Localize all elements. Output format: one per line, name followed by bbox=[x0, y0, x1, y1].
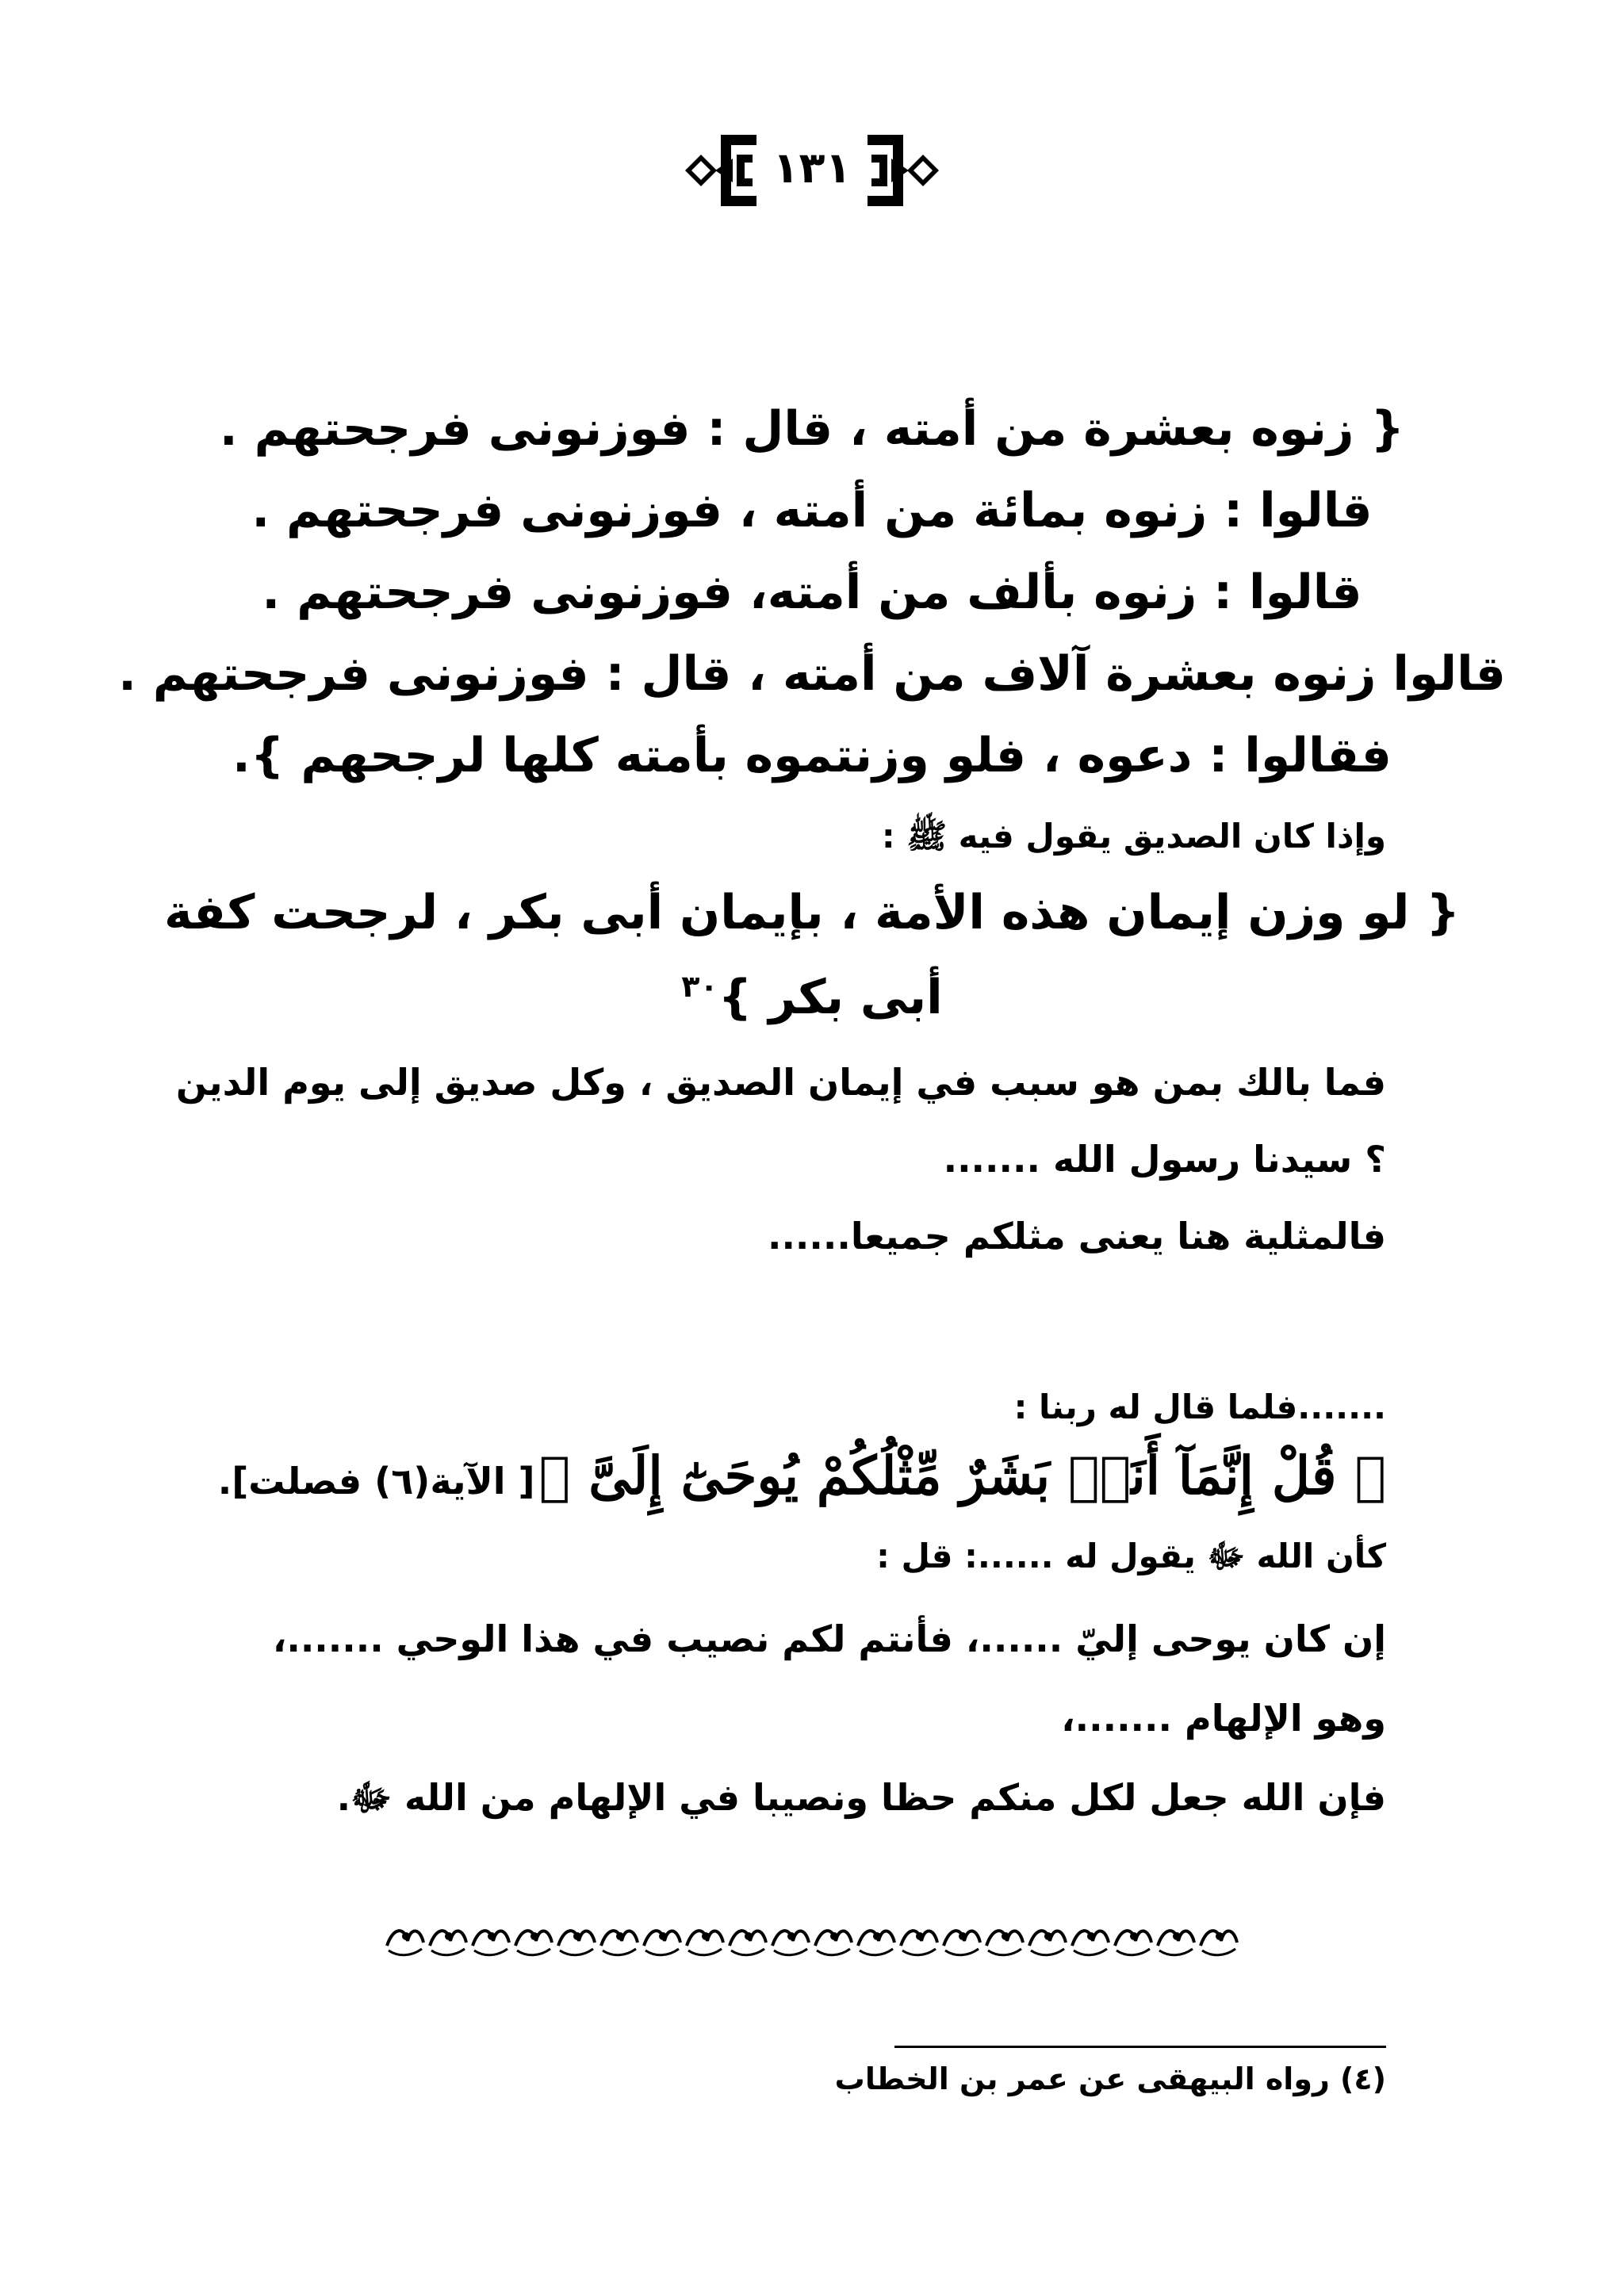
hadith-line-5: فقالوا : دعوه ، فلو وزنتموه بأمته كلها لرجحهم }. bbox=[232, 728, 1392, 783]
paragraph-2-line-1: .......فلما قال له ربنا : bbox=[1013, 1388, 1386, 1426]
floral-motif bbox=[730, 1931, 766, 1955]
floral-motif bbox=[1201, 1931, 1237, 1955]
floral-motif bbox=[1115, 1931, 1151, 1955]
floral-motif bbox=[515, 1931, 552, 1955]
quote-line-2-text: أبى بكر } bbox=[718, 970, 943, 1025]
floral-motif bbox=[1072, 1931, 1109, 1955]
geometric-knot-ornament-icon bbox=[677, 123, 947, 218]
paragraph-2-line-4: وهو الإلهام .......، bbox=[1061, 1697, 1386, 1740]
floral-motif bbox=[815, 1931, 852, 1955]
floral-motif bbox=[473, 1931, 509, 1955]
footnote-ref: ٣٠ bbox=[681, 969, 718, 1004]
quran-reference: [ الآية(٦) فصلت]. bbox=[217, 1460, 535, 1503]
floral-border-divider-icon bbox=[384, 1919, 1240, 1963]
floral-motif bbox=[558, 1931, 595, 1955]
floral-motif bbox=[1158, 1931, 1194, 1955]
quran-verse-line bbox=[218, 1445, 1386, 1507]
intro-line: وإذا كان الصديق يقول فيه ﷺ : bbox=[881, 817, 1386, 856]
floral-motif bbox=[430, 1931, 466, 1955]
floral-motif bbox=[387, 1931, 423, 1955]
floral-motif bbox=[944, 1931, 980, 1955]
divider bbox=[0, 1919, 1624, 1966]
quote-line-2 bbox=[0, 969, 1624, 1026]
page-header bbox=[0, 119, 1624, 222]
floral-motif bbox=[901, 1931, 937, 1955]
floral-motif bbox=[644, 1931, 680, 1955]
paragraph-1-line-3: فالمثلية هنا يعنى مثلكم جميعا...... bbox=[767, 1215, 1386, 1258]
footnote-rule bbox=[894, 2046, 1386, 2048]
floral-motif bbox=[772, 1931, 809, 1955]
floral-motif bbox=[986, 1931, 1023, 1955]
paragraph-2-line-2: كأن الله ﷻ يقول له ......: قل : bbox=[876, 1537, 1386, 1575]
hadith-line-1: { زنوه بعشرة من أمته ، قال : فوزنونى فرجحتهم . bbox=[219, 401, 1405, 457]
hadith-line-2: قالوا : زنوه بمائة من أمته ، فوزنونى فرجحتهم . bbox=[251, 483, 1373, 538]
hadith-line-4: قالوا زنوه بعشرة آلاف من أمته ، قال : فوزنونى فرجحتهم . bbox=[118, 646, 1506, 702]
paragraph-2-line-5: فإن الله جعل لكل منكم حظا ونصيبا في الإلهام من الله ﷻ. bbox=[336, 1776, 1386, 1819]
floral-motif bbox=[601, 1931, 638, 1955]
floral-motif bbox=[1029, 1931, 1066, 1955]
paragraph-1-line-1: فما بالك بمن هو سبب في إيمان الصديق ، وكل صديق إلى يوم الدين bbox=[175, 1061, 1386, 1104]
page-number: ١٣١ bbox=[772, 143, 852, 193]
paragraph-2-line-3: إن كان يوحى إليّ ......، فأنتم لكم نصيب في هذا الوحي .......، bbox=[272, 1617, 1386, 1660]
floral-motif bbox=[858, 1931, 894, 1955]
footnote: (٤) رواه البيهقى عن عمر بن الخطاب bbox=[834, 2061, 1386, 2096]
floral-motif bbox=[687, 1931, 723, 1955]
hadith-line-3: قالوا : زنوه بألف من أمته، فوزنونى فرجحتهم . bbox=[262, 565, 1362, 620]
paragraph-1-line-2: ؟ سيدنا رسول الله ....... bbox=[943, 1138, 1386, 1181]
quran-verse: ﴿ قُلْ إِنَّمَآ أَنَا۠ بَشَرٌ مِّثْلُكُمْ يُوحَىٰٓ إِلَىَّ ﴾ bbox=[538, 1445, 1386, 1506]
quote-line-1: { لو وزن إيمان هذه الأمة ، بإيمان أبى بكر ، لرجحت كفة bbox=[163, 885, 1461, 940]
